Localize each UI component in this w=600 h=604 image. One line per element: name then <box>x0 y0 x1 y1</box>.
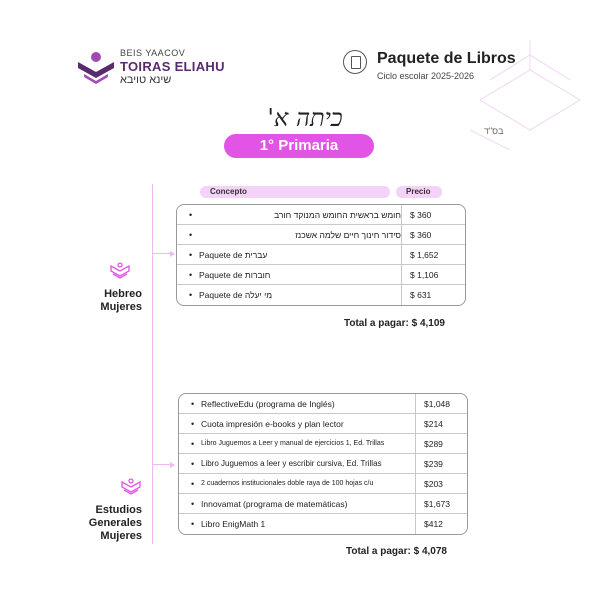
books-icon <box>109 262 131 280</box>
table-row <box>179 414 467 434</box>
books-icon <box>120 478 142 496</box>
logo-line1: BEIS YAACOV <box>120 48 186 58</box>
row-concept: • Paquete de חוברות <box>177 265 401 284</box>
row-price: $1,673 <box>415 494 450 513</box>
connector-line <box>152 253 172 254</box>
hebreo-table <box>176 204 466 306</box>
package-title: Paquete de Libros <box>377 50 516 67</box>
generales-table <box>178 393 468 535</box>
header-price: Precio <box>396 186 442 198</box>
logo-mark-icon <box>76 50 116 84</box>
table-row <box>177 245 465 265</box>
row-concept: • Paquete de עברית <box>177 245 401 264</box>
book-icon <box>343 50 367 74</box>
row-concept: • חומש בראשית החומש המנוקד חורב <box>177 205 401 224</box>
header-concept: Concepto <box>200 186 390 198</box>
connector-line <box>152 464 172 465</box>
connector-arrow <box>170 251 175 257</box>
row-price: $214 <box>415 414 443 433</box>
row-concept: • Libro Juguemos a Leer y manual de ejercicios 1, Ed. Trillas <box>179 434 415 453</box>
grade-hebrew: כיתה א' <box>267 104 343 132</box>
bsd-mark: בס"ד <box>484 126 504 136</box>
table-row <box>179 454 467 474</box>
table-row <box>177 205 465 225</box>
row-concept: • 2 cuadernos institucionales doble raya de 100 hojas c/u <box>179 474 415 493</box>
row-concept: • Innovamat (programa de matemáticas) <box>179 494 415 513</box>
row-concept: • Libro EnigMath 1 <box>179 514 415 534</box>
row-concept: • Cuota impresión e-books y plan lector <box>179 414 415 433</box>
row-price: $ 631 <box>401 285 431 305</box>
row-price: $1,048 <box>415 394 450 413</box>
section-label-generales: Estudios Generales Mujeres <box>88 504 142 542</box>
row-price: $ 360 <box>401 205 431 224</box>
logo-line2: TOIRAS ELIAHU <box>120 59 225 74</box>
table-row <box>177 225 465 245</box>
connector-line <box>152 184 153 544</box>
table-row <box>179 434 467 454</box>
row-concept: • Libro Juguemos a leer y escribir cursiva, Ed. Trillas <box>179 454 415 473</box>
package-subtitle: Ciclo escolar 2025-2026 <box>377 71 475 81</box>
row-price: $ 1,652 <box>401 245 438 264</box>
table-row <box>179 474 467 494</box>
table-row <box>177 265 465 285</box>
row-concept: • סידור חינוך חיים שלמה אשכנז <box>177 225 401 244</box>
total-generales: Total a pagar: $ 4,078 <box>346 546 447 557</box>
row-price: $289 <box>415 434 443 453</box>
row-price: $412 <box>415 514 443 534</box>
connector-arrow <box>170 462 175 468</box>
row-price: $203 <box>415 474 443 493</box>
row-concept: • Paquete de מי יעלה <box>177 285 401 305</box>
row-price: $ 1,106 <box>401 265 438 284</box>
grade-pill: 1° Primaria <box>224 134 374 158</box>
table-row <box>179 494 467 514</box>
total-hebreo: Total a pagar: $ 4,109 <box>344 318 445 329</box>
section-label-hebreo: Hebreo Mujeres <box>100 288 142 313</box>
school-logo <box>76 48 236 88</box>
table-row <box>177 285 465 305</box>
logo-line3: שינא טויבא <box>120 74 172 86</box>
row-concept: • ReflectiveEdu (programa de Inglés) <box>179 394 415 413</box>
row-price: $239 <box>415 454 443 473</box>
row-price: $ 360 <box>401 225 431 244</box>
table-row <box>179 514 467 534</box>
table-row <box>179 394 467 414</box>
